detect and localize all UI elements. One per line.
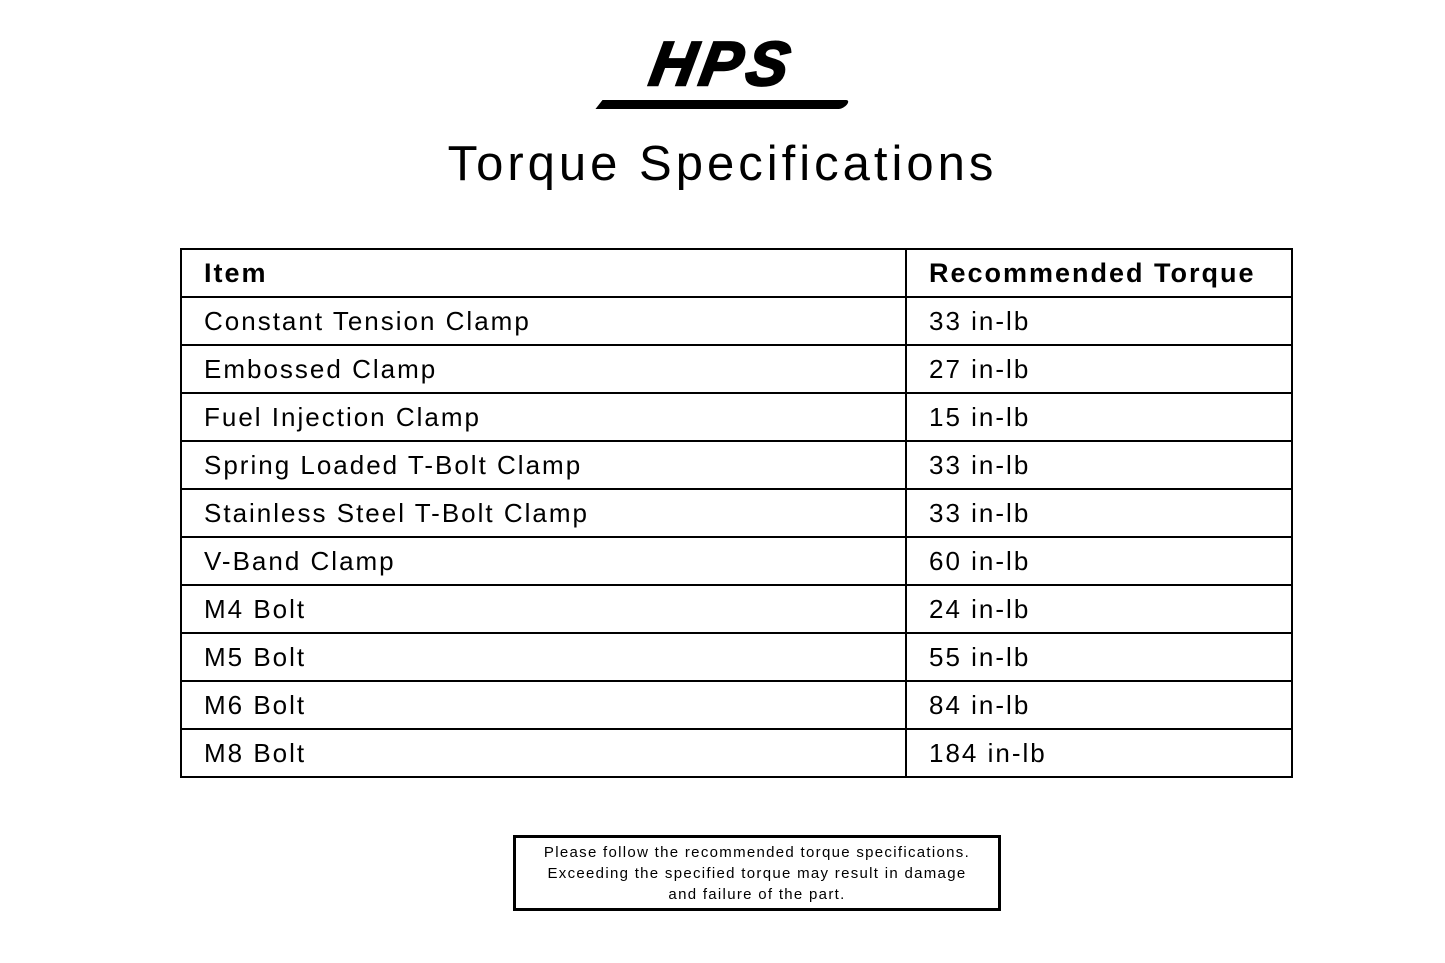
- column-header-recommended-torque: Recommended Torque: [906, 249, 1292, 297]
- item-cell: Spring Loaded T-Bolt Clamp: [181, 441, 906, 489]
- hps-logo-text: HPS: [645, 30, 800, 99]
- torque-cell: 84 in-lb: [906, 681, 1292, 729]
- item-cell: M4 Bolt: [181, 585, 906, 633]
- item-cell: V-Band Clamp: [181, 537, 906, 585]
- torque-cell: 184 in-lb: [906, 729, 1292, 777]
- hps-logo-swoosh: [595, 100, 850, 109]
- hps-logo: [599, 30, 847, 109]
- column-header-item: Item: [181, 249, 906, 297]
- table-header: [181, 249, 1292, 297]
- torque-cell: 15 in-lb: [906, 393, 1292, 441]
- table-row: [181, 489, 1292, 537]
- table-row: [181, 393, 1292, 441]
- item-cell: Embossed Clamp: [181, 345, 906, 393]
- table-header-row: [181, 249, 1292, 297]
- torque-cell: 33 in-lb: [906, 489, 1292, 537]
- torque-cell: 27 in-lb: [906, 345, 1292, 393]
- item-cell: M6 Bolt: [181, 681, 906, 729]
- table-row: [181, 297, 1292, 345]
- table-body: [181, 297, 1292, 777]
- torque-cell: 55 in-lb: [906, 633, 1292, 681]
- table-row: [181, 633, 1292, 681]
- table-row: [181, 441, 1292, 489]
- note-line: Exceeding the specified torque may result in damage: [547, 864, 967, 882]
- item-cell: Constant Tension Clamp: [181, 297, 906, 345]
- torque-cell: 24 in-lb: [906, 585, 1292, 633]
- item-cell: Fuel Injection Clamp: [181, 393, 906, 441]
- table-row: [181, 729, 1292, 777]
- torque-warning-note: [513, 835, 1001, 911]
- torque-cell: 33 in-lb: [906, 441, 1292, 489]
- table-row: [181, 681, 1292, 729]
- table-row: [181, 537, 1292, 585]
- table-row: [181, 585, 1292, 633]
- torque-spec-table: [180, 248, 1293, 778]
- item-cell: Stainless Steel T-Bolt Clamp: [181, 489, 906, 537]
- note-line: Please follow the recommended torque specifications.: [543, 843, 971, 861]
- page-title: Torque Specifications: [447, 137, 998, 191]
- torque-cell: 60 in-lb: [906, 537, 1292, 585]
- item-cell: M8 Bolt: [181, 729, 906, 777]
- item-cell: M5 Bolt: [181, 633, 906, 681]
- torque-cell: 33 in-lb: [906, 297, 1292, 345]
- note-line: and failure of the part.: [668, 885, 846, 903]
- table-row: [181, 345, 1292, 393]
